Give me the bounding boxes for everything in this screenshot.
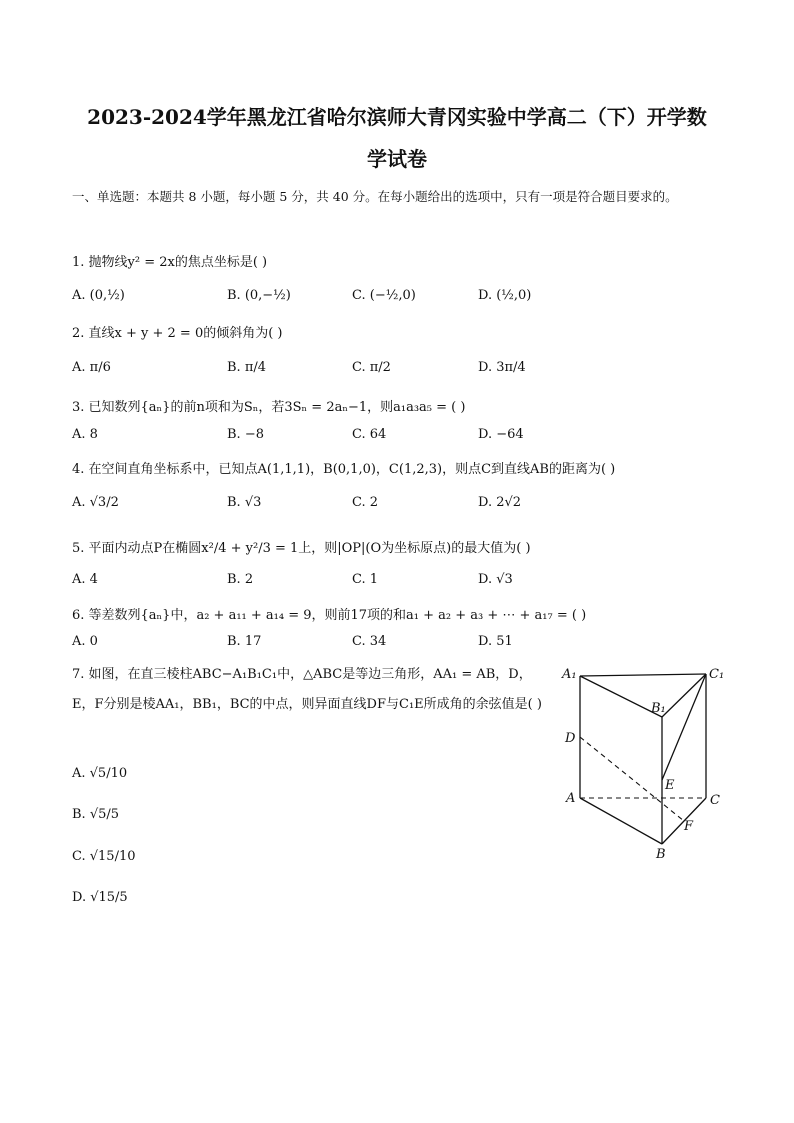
option-d: D. 3π/4: [478, 360, 526, 375]
question-7-stem: 7. 如图，在直三棱柱ABC−A₁B₁C₁中，△ABC是等边三角形，AA₁ = AB，D，E，F分别是棱AA₁，BB₁，BC的中点，则异面直线DF与C₁E所成角的余弦值是( ): [72, 667, 542, 712]
question-7-option-a: A. √5/10: [72, 766, 128, 781]
question-2-options: [72, 360, 632, 380]
question-7-option-c: C. √15/10: [72, 849, 136, 864]
option-b: B. √3: [227, 495, 262, 510]
option-b: B. 2: [227, 572, 254, 587]
question-7-option-d: D. √15/5: [72, 890, 128, 905]
question-2-stem: 2. 直线x + y + 2 = 0的倾斜角为( ): [72, 326, 283, 341]
option-c: C. 34: [352, 634, 387, 649]
label-e: E: [665, 778, 675, 793]
question-3-stem: 3. 已知数列{aₙ}的前n项和为Sₙ，若3Sₙ = 2aₙ−1，则a₁a₃a₅ = ( ): [72, 400, 466, 415]
option-b: B. 17: [227, 634, 262, 649]
label-d: D: [565, 731, 576, 746]
option-a: A. π/6: [72, 360, 111, 375]
option-d: D. (½,0): [478, 288, 532, 303]
option-d: D. 51: [478, 634, 513, 649]
label-b1: B₁: [651, 701, 666, 716]
exam-title-line2: 学试卷: [367, 147, 427, 171]
label-f: F: [684, 819, 694, 834]
option-c: C. 2: [352, 495, 379, 510]
label-a1: A₁: [562, 667, 577, 682]
option-a: A. (0,½): [72, 288, 125, 303]
question-4-options: [72, 495, 632, 515]
edge-a1c1: [580, 674, 706, 676]
section-header: 一、单选题：本题共 8 小题，每小题 5 分，共 40 分。在每小题给出的选项中，只有一项是符合题目要求的。: [72, 189, 678, 204]
prism-figure: [558, 662, 738, 862]
label-c: C: [710, 793, 720, 808]
segment-c1e: [662, 674, 706, 780]
option-d: D. −64: [478, 427, 524, 442]
option-c: C. 64: [352, 427, 387, 442]
question-5-options: [72, 572, 632, 592]
edge-a1b1: [580, 676, 662, 717]
option-a: A. 4: [72, 572, 98, 587]
label-b: B: [656, 847, 666, 862]
option-d: D. 2√2: [478, 495, 522, 510]
exam-title-line1: 2023-2024学年黑龙江省哈尔滨师大青冈实验中学高二（下）开学数: [87, 105, 707, 129]
option-b: B. −8: [227, 427, 264, 442]
question-3-options: [72, 427, 632, 447]
option-a: A. √3/2: [72, 495, 119, 510]
option-c: C. 1: [352, 572, 379, 587]
question-6-stem: 6. 等差数列{aₙ}中，a₂ + a₁₁ + a₁₄ = 9，则前17项的和a₁ + a₂ + a₃ + ⋯ + a₁₇ = ( ): [72, 608, 587, 623]
question-4-stem: 4. 在空间直角坐标系中，已知点A(1,1,1)，B(0,1,0)，C(1,2,3)，则点C到直线AB的距离为( ): [72, 462, 616, 477]
question-5-stem: 5. 平面内动点P在椭圆x²/4 + y²/3 = 1上，则|OP|(O为坐标原点)的最大值为( ): [72, 541, 531, 556]
question-6-options: [72, 634, 632, 654]
option-a: A. 0: [72, 634, 98, 649]
label-c1: C₁: [709, 667, 725, 682]
label-a: A: [566, 791, 576, 806]
edge-ab: [580, 798, 662, 844]
edge-b1c1: [662, 674, 706, 717]
question-7-option-b: B. √5/5: [72, 807, 120, 822]
option-b: B. (0,−½): [227, 288, 291, 303]
option-b: B. π/4: [227, 360, 267, 375]
question-1-stem: 1. 抛物线y² = 2x的焦点坐标是( ): [72, 255, 268, 270]
option-c: C. π/2: [352, 360, 391, 375]
question-1-options: [72, 288, 632, 308]
option-a: A. 8: [72, 427, 98, 442]
option-c: C. (−½,0): [352, 288, 416, 303]
option-d: D. √3: [478, 572, 513, 587]
